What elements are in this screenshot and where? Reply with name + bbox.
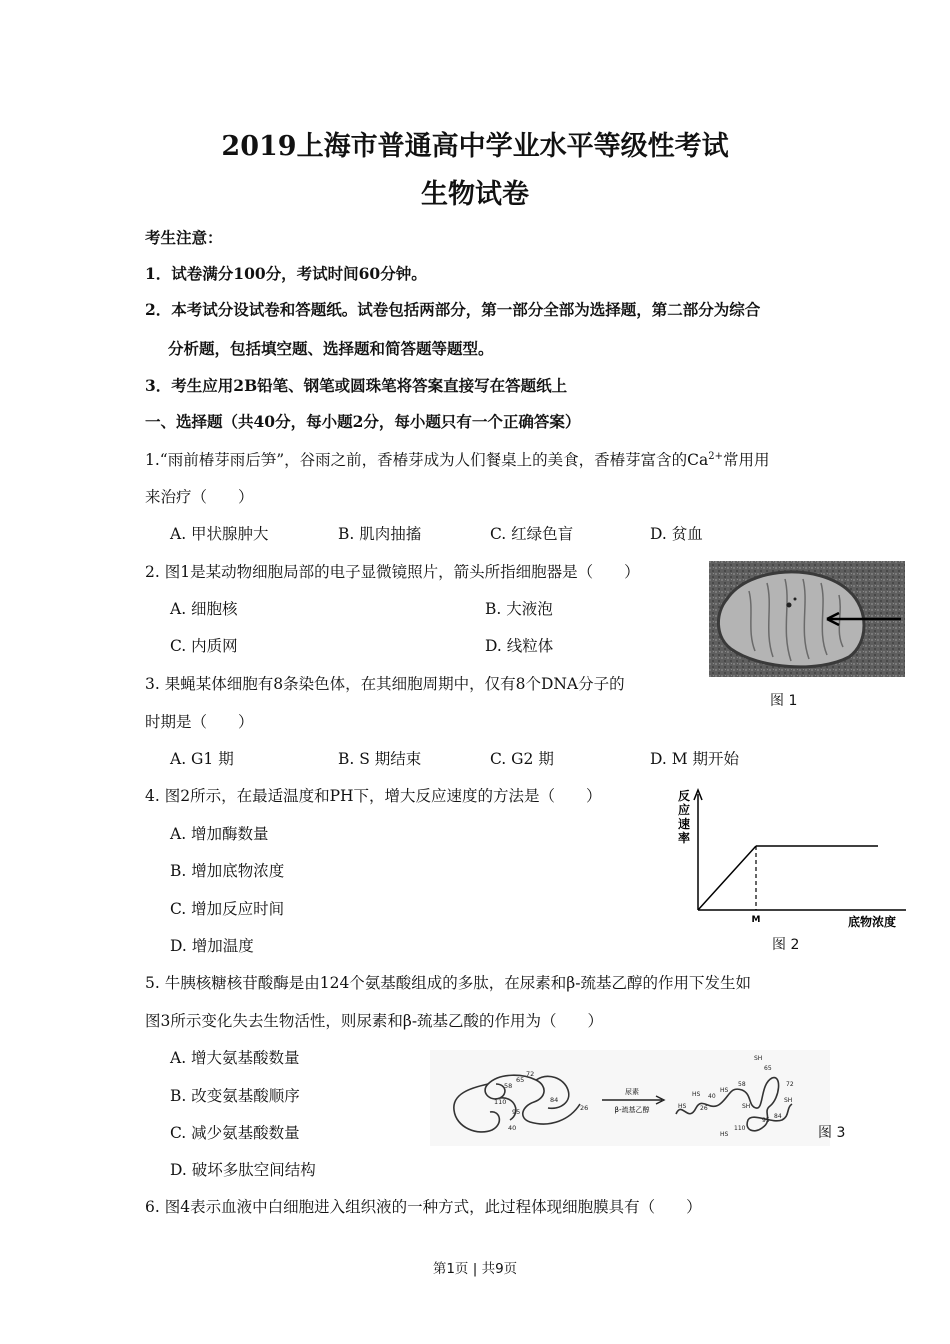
right-label-hs-3: HS <box>678 1103 687 1110</box>
notice-heading: 考生注意： <box>145 228 223 247</box>
page-footer: 第1页 | 共9页 <box>432 1261 518 1277</box>
xlabel: 底物浓度 <box>848 915 897 929</box>
q5-option-d[interactable]: D. 破坏多肽空间结构 <box>170 1161 316 1179</box>
q5-option-c[interactable]: C. 减少氨基酸数量 <box>170 1124 300 1142</box>
q2-option-c[interactable]: C. 内质网 <box>170 637 238 655</box>
left-num-58: 58 <box>504 1082 513 1090</box>
notice-item-3: 3．考生应用2B铅笔、钢笔或圆珠笔将答案直接写在答题纸上 <box>145 376 568 395</box>
left-num-26: 26 <box>580 1104 589 1112</box>
q4-option-d[interactable]: D. 增加温度 <box>170 937 254 955</box>
q3-option-b[interactable]: B. S 期结束 <box>338 750 422 768</box>
q4-option-c[interactable]: C. 增加反应时间 <box>170 900 285 918</box>
notice-item-1: 1．试卷满分100分，考试时间60分钟。 <box>145 264 427 283</box>
right-label-65: 65 <box>764 1065 772 1072</box>
right-label-58: 58 <box>738 1081 746 1088</box>
question-1-line-2: 来治疗（ ） <box>145 488 254 506</box>
right-label-84: 84 <box>774 1113 782 1120</box>
question-3-line-2: 时期是（ ） <box>145 713 254 731</box>
ylabel-char-2: 应 <box>678 803 691 817</box>
mitochondrion-image <box>709 561 905 677</box>
question-5-line-2: 图3所示变化失去生物活性，则尿素和β-巯基乙酸的作用为（ ） <box>145 1012 604 1030</box>
right-label-hs-2: HS <box>720 1087 729 1094</box>
figure-1-caption: 图 1 <box>770 693 798 709</box>
right-label-hs-4: HS <box>720 1131 729 1138</box>
arrow-label-bottom: β-巯基乙醇 <box>614 1106 650 1114</box>
right-label-sh-1: SH <box>754 1055 763 1062</box>
right-label-hs-1: HS <box>692 1091 701 1098</box>
m-label: M <box>751 915 761 925</box>
question-4-stem: 4. 图2所示，在最适温度和PH下，增大反应速度的方法是（ ） <box>145 787 602 805</box>
rising-segment <box>698 846 756 910</box>
q4-option-b[interactable]: B. 增加底物浓度 <box>170 862 285 880</box>
ylabel-char-4: 率 <box>678 831 691 845</box>
q1-option-d[interactable]: D. 贫血 <box>650 525 703 543</box>
left-num-65: 65 <box>516 1076 525 1084</box>
exam-subtitle: 生物试卷 <box>421 179 529 210</box>
figure-2-graph <box>670 780 910 940</box>
figure-3-caption: 图 3 <box>818 1125 846 1141</box>
right-label-110: 110 <box>734 1125 746 1132</box>
left-num-95: 95 <box>512 1108 521 1116</box>
right-label-72: 72 <box>786 1081 794 1088</box>
q2-option-a[interactable]: A. 细胞核 <box>170 600 238 618</box>
question-3-line-1: 3. 果蝇某体细胞有8条染色体，在其细胞周期中，仅有8个DNA分子的 <box>145 675 625 693</box>
q2-option-b[interactable]: B. 大液泡 <box>485 600 553 618</box>
right-label-40: 40 <box>708 1093 716 1100</box>
q3-option-a[interactable]: A. G1 期 <box>170 750 234 768</box>
q3-option-c[interactable]: C. G2 期 <box>490 750 554 768</box>
ylabel-char-3: 速 <box>678 817 691 831</box>
figure-2-caption: 图 2 <box>772 937 800 953</box>
question-2-stem: 2. 图1是某动物细胞局部的电子显微镜照片，箭头所指细胞器是（ ） <box>145 563 640 581</box>
q4-option-a[interactable]: A. 增加酶数量 <box>170 825 269 843</box>
right-label-sh-3: SH <box>784 1097 793 1104</box>
q5-option-a[interactable]: A. 增大氨基酸数量 <box>170 1049 300 1067</box>
q2-option-d[interactable]: D. 线粒体 <box>485 637 554 655</box>
left-num-40: 40 <box>508 1124 517 1132</box>
exam-title: 2019上海市普通高中学业水平等级性考试 <box>221 131 729 162</box>
figure-3-diagram <box>430 1050 830 1146</box>
figure-1-micrograph <box>709 561 905 677</box>
arrow-label-top: 尿素 <box>625 1088 639 1096</box>
question-6-stem: 6. 图4表示血液中白细胞进入组织液的一种方式，此过程体现细胞膜具有（ ） <box>145 1198 702 1216</box>
ylabel-char-1: 反 <box>678 789 691 803</box>
q1-option-c[interactable]: C. 红绿色盲 <box>490 525 574 543</box>
right-label-95: 95 <box>762 1117 770 1124</box>
section-heading: 一、选择题（共40分，每小题2分，每小题只有一个正确答案） <box>145 412 581 431</box>
left-num-72: 72 <box>526 1070 535 1078</box>
right-label-sh-2: SH <box>742 1103 751 1110</box>
question-5-line-1: 5. 牛胰核糖核苷酸酶是由124个氨基酸组成的多肽，在尿素和β-巯基乙醇的作用下发生如 <box>145 974 752 992</box>
right-label-26: 26 <box>700 1105 708 1112</box>
q1-option-a[interactable]: A. 甲状腺肿大 <box>170 525 269 543</box>
notice-item-2: 2．本考试分设试卷和答题纸。试卷包括两部分，第一部分全部为选择题，第二部分为综合 <box>145 300 761 319</box>
left-num-84: 84 <box>550 1096 559 1104</box>
left-num-110: 110 <box>494 1098 507 1106</box>
q1-option-b[interactable]: B. 肌肉抽搐 <box>338 525 422 543</box>
q3-option-d[interactable]: D. M 期开始 <box>650 750 740 768</box>
q5-option-b[interactable]: B. 改变氨基酸顺序 <box>170 1087 300 1105</box>
question-1-line-1: 1.“雨前椿芽雨后笋”，谷雨之前，香椿芽成为人们餐桌上的美食，香椿芽富含的$Ca^{2+}$常用用 <box>145 450 770 469</box>
notice-item-2-continued: 分析题，包括填空题、选择题和简答题等题型。 <box>168 339 494 358</box>
